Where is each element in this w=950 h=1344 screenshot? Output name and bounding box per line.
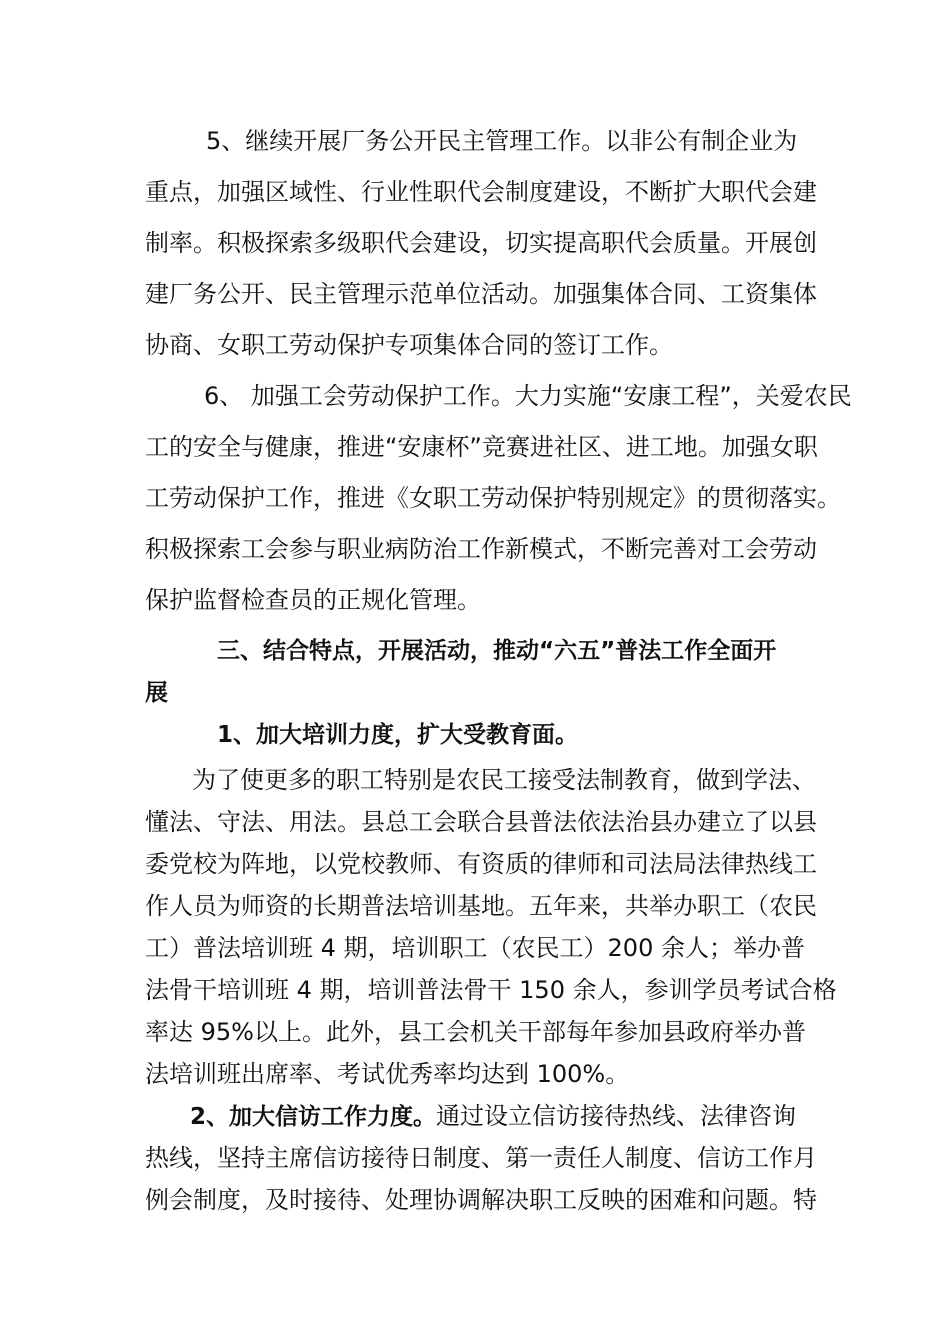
subsection-1-line-7: 率达 95%以上。此外，县工会机关干部每年参加县政府举办普: [145, 1018, 806, 1046]
paragraph-5-line-1: 5、继续开展厂务公开民主管理工作。以非公有制企业为: [206, 127, 798, 155]
paragraph-6-line-4: 积极探索工会参与职业病防治工作新模式，不断完善对工会劳动: [145, 535, 817, 563]
subsection-1-line-4: 作人员为师资的长期普法培训基地。五年来，共举办职工（农民: [145, 892, 817, 920]
paragraph-6-line-3: 工劳动保护工作，推进《女职工劳动保护特别规定》的贯彻落实。: [145, 484, 841, 512]
paragraph-5-line-2: 重点，加强区域性、行业性职代会制度建设，不断扩大职代会建: [145, 178, 817, 206]
subsection-2-line-2: 热线，坚持主席信访接待日制度、第一责任人制度、信访工作月: [145, 1144, 817, 1172]
subsection-2-line-1: [190, 1099, 796, 1134]
subsection-1-title: 1、加大培训力度，扩大受教育面。: [217, 722, 579, 748]
paragraph-6-line-2: 工的安全与健康，推进“安康杯”竞赛进社区、进工地。加强女职: [145, 433, 818, 461]
subsection-1-line-1: 为了使更多的职工特别是农民工接受法制教育，做到学法、: [192, 766, 816, 794]
paragraph-5-line-5: 协商、女职工劳动保护专项集体合同的签订工作。: [145, 331, 673, 359]
subsection-2-line-3: 例会制度，及时接待、处理协调解决职工反映的困难和问题。特: [145, 1186, 817, 1214]
subsection-1-line-8: 法培训班出席率、考试优秀率均达到 100%。: [145, 1060, 630, 1088]
paragraph-5-line-3: 制率。积极探索多级职代会建设，切实提高职代会质量。开展创: [145, 229, 817, 257]
paragraph-6-line-5: 保护监督检查员的正规化管理。: [145, 586, 481, 614]
subsection-1-line-2: 懂法、守法、用法。县总工会联合县普法依法治县办建立了以县: [145, 808, 817, 836]
subsection-2-body-start: 通过设立信访接待热线、法律咨询: [436, 1102, 797, 1130]
section-3-title-line-1: 三、结合特点，开展活动，推动“六五”普法工作全面开: [217, 638, 777, 664]
paragraph-5-line-4: 建厂务公开、民主管理示范单位活动。加强集体合同、工资集体: [145, 280, 817, 308]
subsection-1-line-3: 委党校为阵地，以党校教师、有资质的律师和司法局法律热线工: [145, 850, 817, 878]
subsection-1-line-6: 法骨干培训班 4 期，培训普法骨干 150 余人，参训学员考试合格: [145, 976, 837, 1004]
paragraph-6-line-1: 6、 加强工会劳动保护工作。大力实施“安康工程”，关爱农民: [204, 382, 852, 410]
subsection-1-line-5: 工）普法培训班 4 期，培训职工（农民工）200 余人；举办普: [145, 934, 805, 962]
subsection-2-title: 2、加大信访工作力度。: [190, 1104, 437, 1130]
section-3-title-line-2: 展: [145, 680, 168, 706]
